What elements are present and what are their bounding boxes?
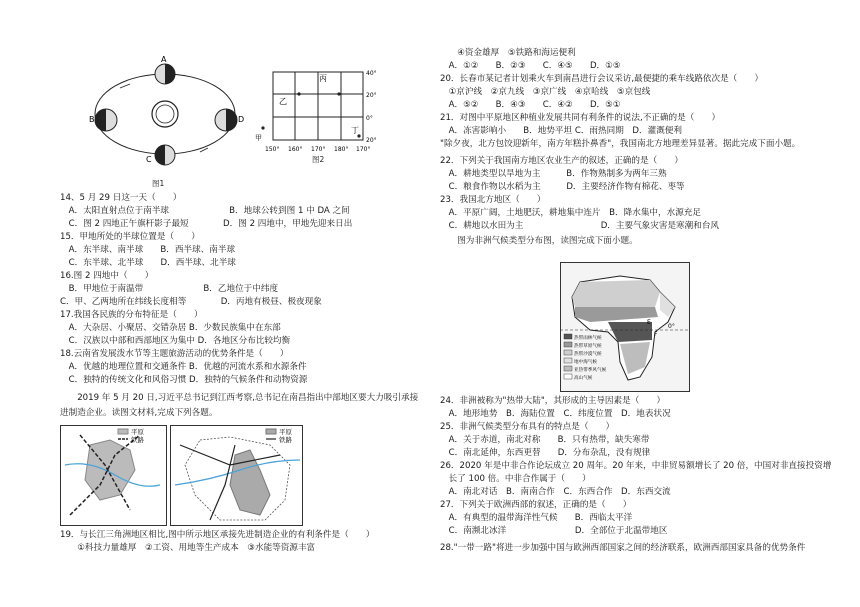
q22: 22．下列关于我国南方地区农业生产的叙述，正确的是（ ） xyxy=(440,156,683,166)
q24: 24．非洲被称为"热带大陆"，其形成的主导因素是（ ） xyxy=(440,396,666,406)
q26: 26．2020 年是中非合作论坛成立 20 周年。20 年来，中非贸易额增长了 20 倍，中国对非直接投资增 xyxy=(440,461,832,471)
q14-ab: A．太阳直射点位于南半球 B．地球公转到图 1 中 DA 之间 xyxy=(60,206,350,216)
q16: 16.图 2 四地中（ ） xyxy=(60,271,154,281)
cell-jia: 甲 xyxy=(255,134,262,142)
legend-item: 热带沙漠气候 xyxy=(574,352,602,357)
fig1-caption: 图1 xyxy=(152,179,165,188)
q24-choices: A．地形地势 B．海陆位置 C．纬度位置 D．地表状况 xyxy=(440,409,671,419)
material-line2: 进制造企业。读图文材料,完成下列各题。 xyxy=(60,408,218,418)
legend-item: 亚热带季风气候 xyxy=(574,368,607,373)
q28: 28."一带一路"将进一步加强中国与欧洲西部国家之间的经济联系，欧洲西部国家具备的优势条件 xyxy=(440,543,806,553)
q18-cd: C．独特的传统文化和风俗习惯 D．独特的气候条件和动物资源 xyxy=(60,375,308,385)
earth-a xyxy=(155,64,175,84)
intro-north-south: "除夕夜，北方包饺迎新年，南方年糕扑鼻香"，我国南北方地理差异显著。据此完成下面小题。 xyxy=(440,139,801,149)
q20-routes: ①京沪线 ②京九线 ③京广线 ④京哈线 ⑤京包线 xyxy=(440,87,651,97)
cell-ding: 丁 xyxy=(351,126,359,135)
q17: 17.我国各民族的分布特征是（ ） xyxy=(60,310,203,320)
earth-d xyxy=(215,109,237,131)
jiangxi-map-right xyxy=(170,425,303,526)
q17-cd: C．汉族以中部和西部地区为集中 D．各地区分布比较均衡 xyxy=(60,336,291,346)
q21: 21．对图中平原地区种植业发展共同有利条件的说法,不正确的是（ ） xyxy=(440,113,721,123)
intro-africa: 图为非洲气候类型分布图，读图完成下面小题。 xyxy=(440,236,638,246)
q23: 23．我国北方地区（ ） xyxy=(440,195,546,205)
q23-cd: C．耕地以水田为主 D．主要气象灾害是寒潮和台风 xyxy=(440,221,720,231)
q20: 20．长春市某记者计划乘火车到南昌进行会议采访,最便捷的乘车线路依次是（ ） xyxy=(440,74,764,84)
legend-item: 高山气候 xyxy=(574,376,593,381)
lon-label: 150° xyxy=(265,146,280,153)
q19-options-cont: ④资金雄厚 ⑤铁路和海运便利 xyxy=(440,48,576,58)
q26-cont: 长了 100 倍。中非合作属于（ ） xyxy=(440,474,591,484)
label-a: A xyxy=(161,55,167,64)
label-d: D xyxy=(238,115,245,124)
earth-c xyxy=(155,145,175,165)
legend-item: 地中海气候 xyxy=(574,360,597,365)
equator-label: 0° xyxy=(668,323,675,330)
label-c: C xyxy=(146,155,152,164)
q16-cd: C．甲、乙两地所在纬线长度相等 D．丙地有极昼、极夜现象 xyxy=(60,297,322,307)
q22-cd: C．粮食作物以水稻为主 D．主要经济作物有棉花、枣等 xyxy=(440,182,685,192)
q19-options: ①科技力量雄厚 ②工资、用地等生产成本 ③水能等资源丰富 xyxy=(60,543,316,553)
q27-cd: C．南濒北冰洋 D．全部位于北温带地区 xyxy=(440,526,668,536)
fig2-caption: 图2 xyxy=(312,155,325,164)
q17-ab: A．大杂居、小聚居、交错杂居 B．少数民族集中在东部 xyxy=(60,323,281,333)
q18: 18.云南省发展泼水节等主题旅游活动的优势条件是（ ） xyxy=(60,349,289,359)
q21-choices: A．冻害影响小 B．地势平坦 C．雨热同期 D．灌溉便利 xyxy=(440,126,682,136)
q16-ab: B．甲地位于南温带 B．乙地位于中纬度 xyxy=(60,284,279,294)
label-e: E xyxy=(647,319,651,326)
legend-plain: 平原 xyxy=(131,428,144,436)
q15-ab: A．东半球、南半球 B．西半球、南半球 xyxy=(60,245,236,255)
q18-ab: A．优越的地理位置和交通条件 B．优越的河流水系和水源条件 xyxy=(60,362,307,372)
lat-label: 20° xyxy=(366,92,377,99)
q19: 19．与长江三角洲地区相比,图中所示地区承接先进制造企业的有利条件是（ ） xyxy=(60,530,375,540)
africa-climate-map xyxy=(560,262,690,392)
q14: 14、5 月 29 日这一天（ ） xyxy=(60,193,182,203)
legend-item: 热带草原气候 xyxy=(574,344,602,349)
q23-ab: A．平原广阔，土地肥沃，耕地集中连片 B．降水集中，水源充足 xyxy=(440,208,701,218)
q14-cd: C．图 2 四地正午旗杆影子最短 D．图 2 四地中，甲地先迎来日出 xyxy=(60,219,353,229)
lon-label: 170° xyxy=(356,146,371,153)
legend-railway: 铁路 xyxy=(131,436,144,444)
lat-lon-grid-figure xyxy=(255,66,385,166)
earth-orbit-figure xyxy=(80,52,250,177)
cell-yi: 乙 xyxy=(279,97,287,106)
lat-label: 0° xyxy=(366,115,373,122)
q25-cd: C．南北延伸，东西更替 D．分布杂乱，没有规律 xyxy=(440,448,651,458)
q25-ab: A．关于赤道，南北对称 B．只有热带，缺失寒带 xyxy=(440,435,650,445)
legend-railway: 铁路 xyxy=(279,436,292,444)
material-line1: 2019 年 5 月 20 日,习近平总书记到江西考察,总书记在南昌指出中部地区要大力吸引承接 xyxy=(60,393,419,403)
lon-label: 170° xyxy=(311,146,326,153)
q15-cd: C．东半球、北半球 D．西半球、北半球 xyxy=(60,258,236,268)
earth-b xyxy=(95,109,117,131)
lat-label: 20° xyxy=(366,137,377,144)
lat-label: 40° xyxy=(366,70,377,77)
legend-item: 热带雨林气候 xyxy=(574,336,602,341)
label-f: F xyxy=(654,331,658,338)
cell-bing: 丙 xyxy=(319,74,327,83)
jiangxi-map-left xyxy=(60,425,167,526)
q26-choices: A．南北对话 B．南南合作 C．东西合作 D．东西交流 xyxy=(440,487,671,497)
q27: 27．下列关于欧洲西部的叙述，正确的是（ ） xyxy=(440,500,632,510)
q25: 25．非洲气候类型分布具有的特点是（ ） xyxy=(440,422,615,432)
lon-label: 180° xyxy=(334,146,349,153)
lon-label: 160° xyxy=(288,146,303,153)
q19-choices: A．①② B．②③ C．④⑤ D．①⑤ xyxy=(440,61,621,71)
legend-plain: 平原 xyxy=(279,428,292,436)
q20-choices: A．⑤② B．④③ C．④② D．⑤① xyxy=(440,100,621,110)
label-b: B xyxy=(89,115,95,124)
q22-ab: A．耕地类型以旱地为主 B．作物熟制多为两年三熟 xyxy=(440,169,667,179)
q15: 15．甲地所处的半球位置是（ ） xyxy=(60,232,200,242)
q27-ab: A．有典型的温带海洋性气候 B．西临太平洋 xyxy=(440,513,633,523)
